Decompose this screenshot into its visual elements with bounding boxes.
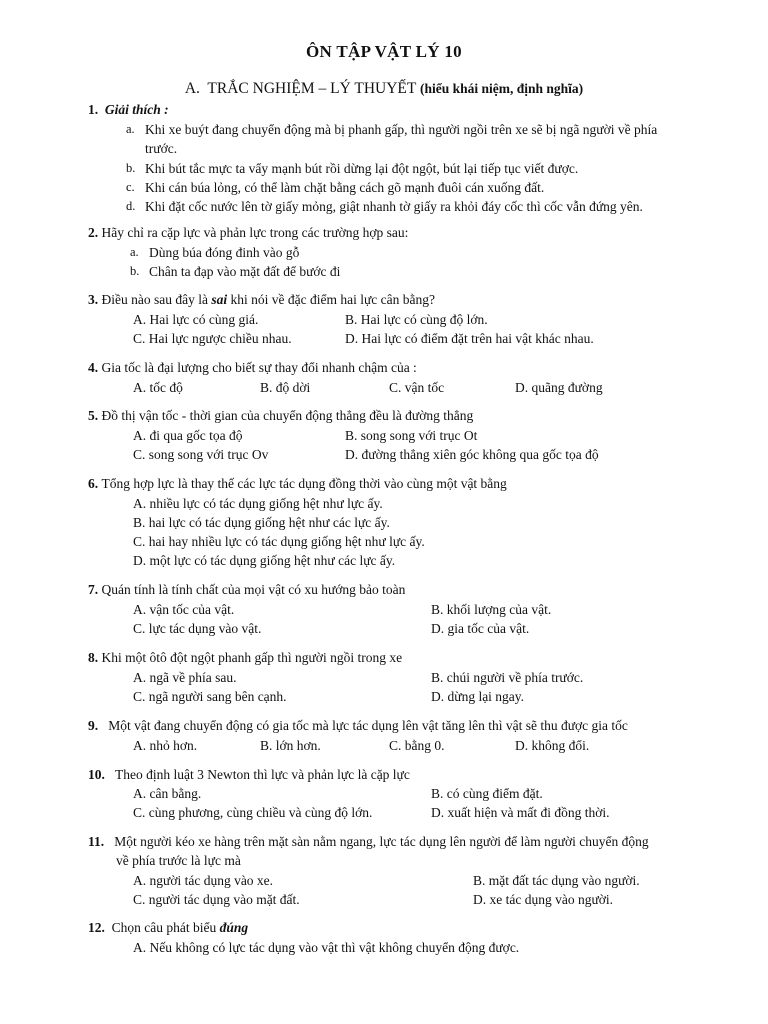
question-10-stem: 10. Theo định luật 3 Newton thì lực và phản lực là cặp lực bbox=[88, 767, 410, 782]
question-7-stem: 7. Quán tính là tính chất của mọi vật có xu hướng bảo toàn bbox=[88, 582, 406, 597]
question-11-stem-cont: về phía trước là lực mà bbox=[116, 853, 241, 868]
question-6-option-c: C. hai hay nhiều lực có tác dụng giống hệt như lực ấy. bbox=[133, 534, 425, 549]
question-4-stem: 4. Gia tốc là đại lượng cho biết sự thay đổi nhanh chậm của : bbox=[88, 360, 417, 375]
question-12-stem: 12. Chọn câu phát biểu đúng bbox=[88, 920, 249, 935]
question-3-option-d: D. Hai lực có điểm đặt trên hai vật khác nhau. bbox=[345, 331, 594, 346]
question-11-option-c: C. người tác dụng vào mặt đất. bbox=[133, 892, 300, 907]
question-5-option-d: D. đường thẳng xiên góc không qua gốc tọa độ bbox=[345, 447, 599, 462]
question-9-option-c: C. bằng 0. bbox=[389, 738, 445, 753]
section-main: TRẮC NGHIỆM – LÝ THUYẾT bbox=[207, 80, 417, 97]
question-7-option-b: B. khối lượng của vật. bbox=[431, 602, 552, 617]
question-6-stem: 6. Tổng hợp lực là thay thế các lực tác dụng đồng thời vào cùng một vật bằng bbox=[88, 476, 507, 491]
question-4-option-d: D. quãng đường bbox=[515, 380, 603, 395]
question-12-option-a: A. Nếu không có lực tác dụng vào vật thì vật không chuyển động được. bbox=[133, 940, 520, 955]
question-10-option-a: A. cân bằng. bbox=[133, 786, 202, 801]
question-3-option-c: C. Hai lực ngược chiều nhau. bbox=[133, 331, 292, 346]
question-9-option-a: A. nhỏ hơn. bbox=[133, 738, 198, 753]
page-title: ÔN TẬP VẬT LÝ 10 bbox=[306, 42, 462, 61]
question-7-option-d: D. gia tốc của vật. bbox=[431, 621, 530, 636]
question-10-option-c: C. cùng phương, cùng chiều và cùng độ lớn. bbox=[133, 805, 373, 820]
question-11-option-b: B. mặt đất tác dụng vào người. bbox=[473, 873, 640, 888]
section-sub: (hiểu khái niệm, định nghĩa) bbox=[419, 81, 584, 96]
question-1-stem: 1. Giải thích : bbox=[88, 102, 169, 117]
question-6-option-b: B. hai lực có tác dụng giống hệt như các lực ấy. bbox=[133, 515, 390, 530]
question-4-option-c: C. vận tốc bbox=[389, 380, 445, 395]
question-5-option-a: A. đi qua gốc tọa độ bbox=[133, 428, 243, 443]
section-heading bbox=[0, 80, 768, 98]
question-7-option-a: A. vận tốc của vật. bbox=[133, 602, 235, 617]
question-8-option-d: D. dừng lại ngay. bbox=[431, 689, 525, 704]
question-11-stem: 11. Một người kéo xe hàng trên mặt sàn nằm ngang, lực tác dụng lên người để làm người chuyển động bbox=[88, 834, 649, 849]
question-4-option-a: A. tốc độ bbox=[133, 380, 183, 395]
question-5-option-c: C. song song với trục Ov bbox=[133, 447, 269, 462]
question-9-option-b: B. lớn hơn. bbox=[260, 738, 321, 753]
question-6-option-a: A. nhiều lực có tác dụng giống hệt như lực ấy. bbox=[133, 496, 383, 511]
question-3-stem: 3. Điều nào sau đây là sai khi nói về đặc điểm hai lực cân bằng? bbox=[88, 292, 435, 307]
question-4-option-b: B. độ dời bbox=[260, 380, 311, 395]
question-8-option-a: A. ngã về phía sau. bbox=[133, 670, 237, 685]
question-6-option-d: D. một lực có tác dụng giống hệt như các lực ấy. bbox=[133, 553, 396, 568]
question-3-option-a: A. Hai lực có cùng giá. bbox=[133, 312, 259, 327]
question-10-option-d: D. xuất hiện và mất đi đồng thời. bbox=[431, 805, 610, 820]
question-11-option-d: D. xe tác dụng vào người. bbox=[473, 892, 614, 907]
question-8-option-b: B. chúi người về phía trước. bbox=[431, 670, 584, 685]
question-5-stem: 5. Đồ thị vận tốc - thời gian của chuyển động thẳng đều là đường thẳng bbox=[88, 408, 474, 423]
question-8-stem: 8. Khi một ôtô đột ngột phanh gấp thì người ngồi trong xe bbox=[88, 650, 403, 665]
question-8-option-c: C. ngã người sang bên cạnh. bbox=[133, 689, 287, 704]
question-7-option-c: C. lực tác dụng vào vật. bbox=[133, 621, 262, 636]
question-9-option-d: D. không đổi. bbox=[515, 738, 590, 753]
question-2-stem: 2. Hãy chỉ ra cặp lực và phản lực trong các trường hợp sau: bbox=[88, 225, 409, 240]
question-11-option-a: A. người tác dụng vào xe. bbox=[133, 873, 274, 888]
question-5-option-b: B. song song với trục Ot bbox=[345, 428, 478, 443]
section-label: A. bbox=[184, 80, 200, 97]
question-9-stem: 9. Một vật đang chuyển động có gia tốc mà lực tác dụng lên vật tăng lên thì vật sẽ thu được gia tốc bbox=[88, 718, 628, 733]
question-10-option-b: B. có cùng điểm đặt. bbox=[431, 786, 543, 801]
question-3-option-b: B. Hai lực có cùng độ lớn. bbox=[345, 312, 488, 327]
